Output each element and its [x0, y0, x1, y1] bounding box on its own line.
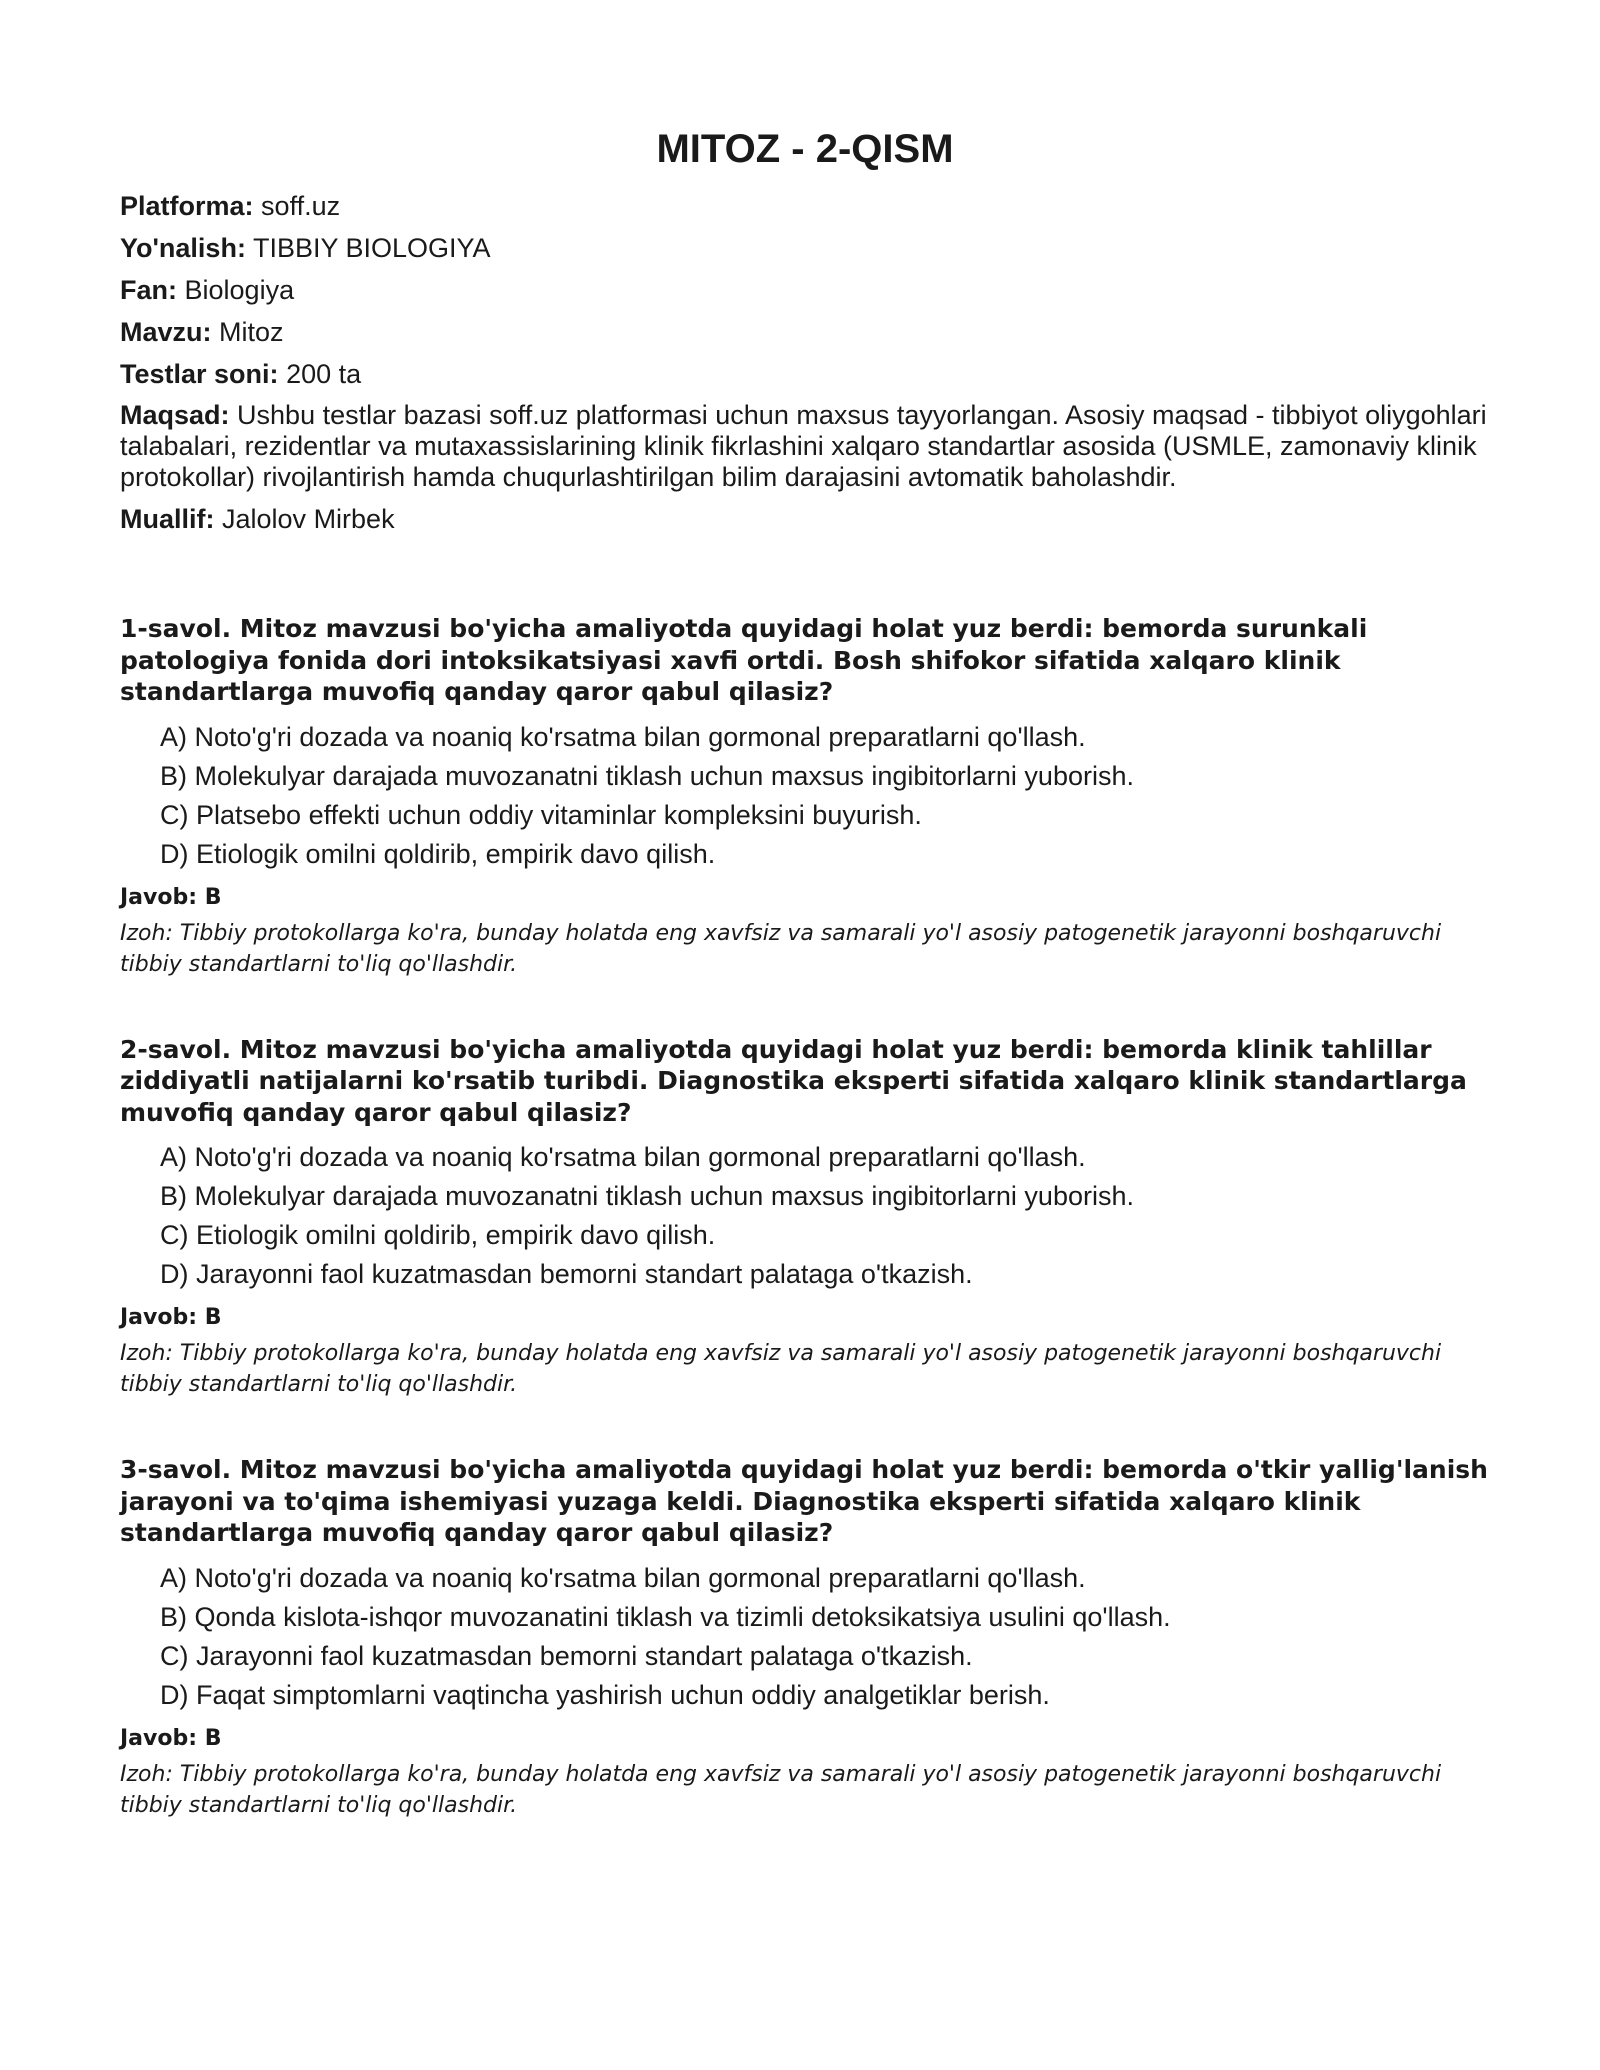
meta-platform-value: soff.uz	[261, 191, 341, 221]
explanation: Izoh: Tibbiy protokollarga ko'ra, bunday holatda eng xavfsiz va samarali yo'l asosiy patogenetik jarayonni boshqaruvchi tibbiy standartlarni to'liq qo'llashdir.	[120, 1761, 1442, 1818]
meta-direction-value: TIBBIY BIOLOGIYA	[252, 233, 491, 263]
meta-platform-label: Platforma:	[120, 191, 254, 221]
question-3	[120, 1454, 1490, 1821]
option-a: A) Noto'g'ri dozada va noaniq ko'rsatma bilan gormonal preparatlarni qo'llash.	[160, 721, 1086, 752]
meta-tests-label: Testlar soni:	[120, 359, 279, 389]
answer: Javob: B	[120, 884, 222, 910]
meta-author	[120, 503, 1490, 535]
option-b: B) Molekulyar darajada muvozanatni tiklash uchun maxsus ingibitorlarni yuborish.	[160, 1181, 1134, 1211]
answer: Javob: B	[120, 1725, 222, 1751]
meta-subject-label: Fan:	[120, 275, 177, 305]
meta-author-label: Muallif:	[120, 504, 215, 534]
question-1	[120, 613, 1490, 980]
option-list	[120, 718, 1490, 874]
explanation: Izoh: Tibbiy protokollarga ko'ra, bunday holatda eng xavfsiz va samarali yo'l asosiy patogenetik jarayonni boshqaruvchi tibbiy standartlarni to'liq qo'llashdir.	[120, 920, 1442, 977]
meta-purpose-value: Ushbu testlar bazasi soff.uz platformasi uchun maxsus tayyorlangan. Asosiy maqsad - tibbiyot oliygohlari talabalari, rezidentlar va mutaxassislarining klinik fikrlashini xalqaro standartlar asosida (USMLE, zamonaviy klinik protokollar) rivojlantirish hamda chuqurlashtirilgan bilim darajasini avtomatik baholashdir.	[120, 400, 1487, 492]
question-list	[120, 613, 1490, 1821]
document-meta	[120, 190, 1490, 535]
option-d: D) Faqat simptomlarni vaqtincha yashirish uchun oddiy analgetiklar berish.	[160, 1679, 1050, 1710]
option-list	[120, 1138, 1490, 1294]
meta-topic-label: Mavzu:	[120, 317, 212, 347]
meta-topic-value: Mitoz	[219, 317, 284, 347]
document-page	[120, 0, 1490, 1875]
option-d: D) Jarayonni faol kuzatmasdan bemorni standart palataga o'tkazish.	[160, 1259, 973, 1289]
option-c: C) Etiologik omilni qoldirib, empirik davo qilish.	[160, 1220, 716, 1250]
question-text: 2-savol. Mitoz mavzusi bo'yicha amaliyotda quyidagi holat yuz berdi: bemorda klinik tahlillar ziddiyatli natijalarni ko'rsatib turibdi. Diagnostika eksperti sifatida xalqaro klinik standartlarga muvofiq qanday qaror qabul qilasiz?	[120, 1034, 1467, 1127]
page-title: MITOZ - 2-QISM	[656, 127, 954, 171]
meta-purpose	[120, 400, 1490, 493]
meta-subject	[120, 274, 1490, 306]
meta-tests-value: 200 ta	[286, 359, 362, 389]
option-list	[120, 1559, 1490, 1715]
meta-author-value: Jalolov Mirbek	[222, 504, 395, 534]
meta-tests	[120, 358, 1490, 390]
meta-direction	[120, 232, 1490, 264]
question-text: 1-savol. Mitoz mavzusi bo'yicha amaliyotda quyidagi holat yuz berdi: bemorda surunkali patologiya fonida dori intoksikatsiyasi xavfi ortdi. Bosh shifokor sifatida xalqaro klinik standartlarga muvofiq qanday qaror qabul qilasiz?	[120, 614, 1368, 706]
option-b: B) Molekulyar darajada muvozanatni tiklash uchun maxsus ingibitorlarni yuborish.	[160, 760, 1134, 791]
option-a: A) Noto'g'ri dozada va noaniq ko'rsatma bilan gormonal preparatlarni qo'llash.	[160, 1142, 1086, 1172]
option-a: A) Noto'g'ri dozada va noaniq ko'rsatma bilan gormonal preparatlarni qo'llash.	[160, 1562, 1086, 1593]
meta-direction-label: Yo'nalish:	[120, 233, 246, 263]
option-d: D) Etiologik omilni qoldirib, empirik davo qilish.	[160, 838, 716, 869]
answer: Javob: B	[120, 1305, 222, 1330]
meta-subject-value: Biologiya	[184, 275, 295, 305]
meta-topic	[120, 316, 1490, 348]
question-2	[120, 1034, 1490, 1401]
option-c: C) Jarayonni faol kuzatmasdan bemorni standart palataga o'tkazish.	[160, 1640, 973, 1671]
meta-platform	[120, 190, 1490, 222]
question-text: 3-savol. Mitoz mavzusi bo'yicha amaliyotda quyidagi holat yuz berdi: bemorda o'tkir yallig'lanish jarayoni va to'qima ishemiyasi yuzaga keldi. Diagnostika eksperti sifatida xalqaro klinik standartlarga muvofiq qanday qaror qabul qilasiz?	[120, 1455, 1488, 1547]
meta-purpose-label: Maqsad:	[120, 400, 230, 430]
explanation: Izoh: Tibbiy protokollarga ko'ra, bunday holatda eng xavfsiz va samarali yo'l asosiy patogenetik jarayonni boshqaruvchi tibbiy standartlarni to'liq qo'llashdir.	[120, 1341, 1442, 1397]
option-c: C) Platsebo effekti uchun oddiy vitaminlar kompleksini buyurish.	[160, 799, 922, 830]
option-b: B) Qonda kislota-ishqor muvozanatini tiklash va tizimli detoksikatsiya usulini qo'llash.	[160, 1601, 1171, 1632]
